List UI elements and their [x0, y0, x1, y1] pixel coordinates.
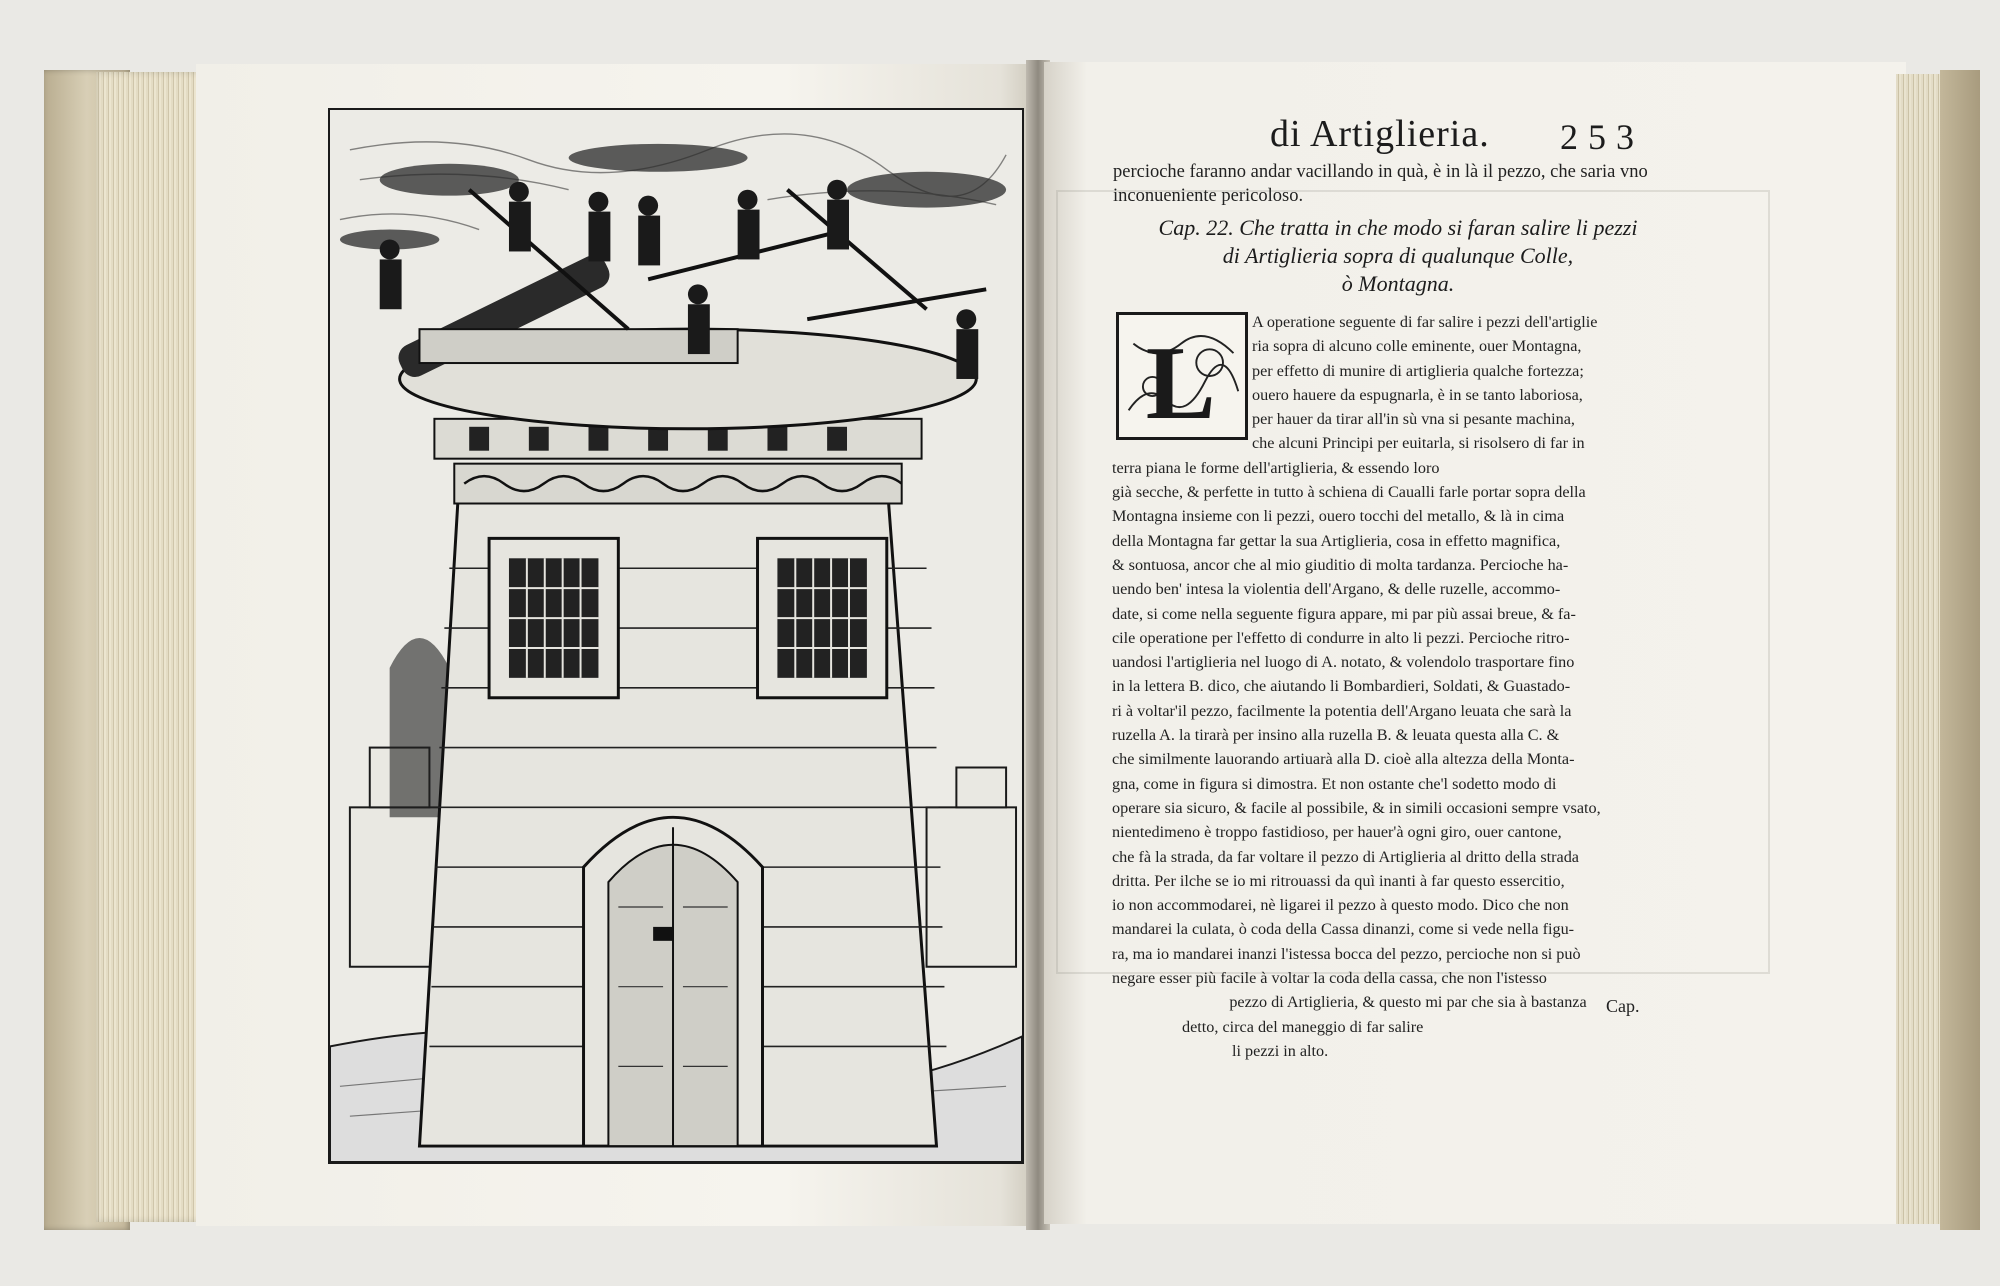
body-line: dritta. Per ilche se io mi ritrouassi da quì inanti à far questo essercitio, — [1112, 871, 1565, 890]
body-line: che fà la strada, da far voltare il pezzo di Artiglieria al dritto della strada — [1112, 847, 1579, 866]
body-line: che alcuni Principi per euitarla, si risolsero di far in — [1252, 434, 1585, 453]
body-line: che similmente lauorando artiuarà alla D. cioè alla altezza della Monta- — [1112, 750, 1575, 769]
body-line: della Montagna far gettar la sua Artiglieria, cosa in effetto magnifica, — [1112, 531, 1561, 550]
body-line: in la lettera B. dico, che aiutando li Bombardieri, Soldati, & Guastado- — [1112, 677, 1571, 696]
body-line: per hauer da tirar all'in sù vna si pesante machina, — [1252, 410, 1575, 429]
chapter-body-text — [1112, 310, 1664, 1063]
book-cover-right — [1940, 70, 1980, 1230]
page-number: 253 — [1560, 117, 1644, 157]
body-line: mandarei la culata, ò coda della Cassa dinanzi, come si vede nella figu- — [1112, 920, 1575, 939]
body-line: li pezzi in alto. — [1232, 1041, 1329, 1060]
catchword: Cap. — [1606, 996, 1640, 1016]
body-line: già secche, & perfette in tutto à schiena di Caualli farle portar sopra della — [1112, 483, 1586, 502]
chapter-title — [1118, 214, 1678, 298]
body-line: io non accommodarei, nè ligarei il pezzo à questo modo. Dico che non — [1112, 896, 1569, 915]
initial-letter: L — [1145, 324, 1216, 437]
body-line: Montagna insieme con li pezzi, ouero tocchi del metallo, & là in cima — [1112, 507, 1565, 526]
body-line: negare esser più facile à voltar la coda della cassa, che non l'istesso — [1112, 969, 1547, 988]
chapter-title-line: Cap. 22. Che tratta in che modo si faran salire li pezzi — [1158, 215, 1638, 240]
body-line: per effetto di munire di artiglieria qualche fortezza; — [1252, 361, 1584, 380]
body-line: detto, circa del maneggio di far salire — [1182, 1017, 1424, 1036]
chapter-title-line: ò Montagna. — [1341, 271, 1455, 296]
body-line: date, si come nella seguente figura appare, mi par più assai breue, & fa- — [1112, 604, 1576, 623]
intro-line: percioche faranno andar vacillando in quà, è in là il pezzo, che saria vno — [1113, 162, 1648, 182]
body-line: uendo ben' intesa la violentia dell'Argano, & delle ruzelle, accommo- — [1112, 580, 1561, 599]
body-line: gna, come in figura si dimostra. Et non ostante che'l sodetto modo di — [1112, 774, 1557, 793]
intro-line: inconueniente pericoloso. — [1113, 186, 1304, 206]
body-line: ra, ma io mandarei inanzi l'istessa bocca del pezzo, percioche non si può — [1112, 944, 1581, 963]
body-line: uandosi l'artiglieria nel luogo di A. notato, & volendolo trasportare fino — [1112, 653, 1575, 672]
body-line: nientedimeno è troppo fastidioso, per hauer'à ogni giro, ouer cantone, — [1112, 823, 1562, 842]
body-line: pezzo di Artiglieria, & questo mi par che sia à bastanza — [1229, 993, 1587, 1012]
body-line: cile operatione per l'effetto di condurre in alto li pezzi. Percioche ritro- — [1112, 628, 1570, 647]
body-line: terra piana le forme dell'artiglieria, & essendo loro — [1112, 458, 1440, 477]
body-line: ri à voltar'il pezzo, facilmente la potentia dell'Argano leuata che sarà la — [1112, 701, 1572, 720]
body-line: operare sia sicuro, & facile al possibile, & in simili occasioni sempre vsato, — [1112, 798, 1601, 817]
body-line: & sontuosa, ancor che al mio giuditio di molta tardanza. Percioche ha- — [1112, 555, 1569, 574]
body-line: ouero hauere da espugnarla, è in se tanto laboriosa, — [1252, 385, 1583, 404]
body-line: ruzella A. la tirarà per insino alla ruzella B. & leuata questa alla C. & — [1112, 726, 1560, 745]
chapter-title-line: di Artiglieria sopra di qualunque Colle, — [1222, 243, 1574, 268]
running-head: di Artiglieria. — [1270, 113, 1490, 155]
body-line: A operatione seguente di far salire i pezzi dell'artiglie — [1252, 313, 1598, 331]
intro-paragraph — [1113, 160, 1673, 208]
woodcut-tower-illustration — [328, 108, 1024, 1164]
body-line: ria sopra di alcuno colle eminente, ouer Montagna, — [1252, 337, 1582, 356]
